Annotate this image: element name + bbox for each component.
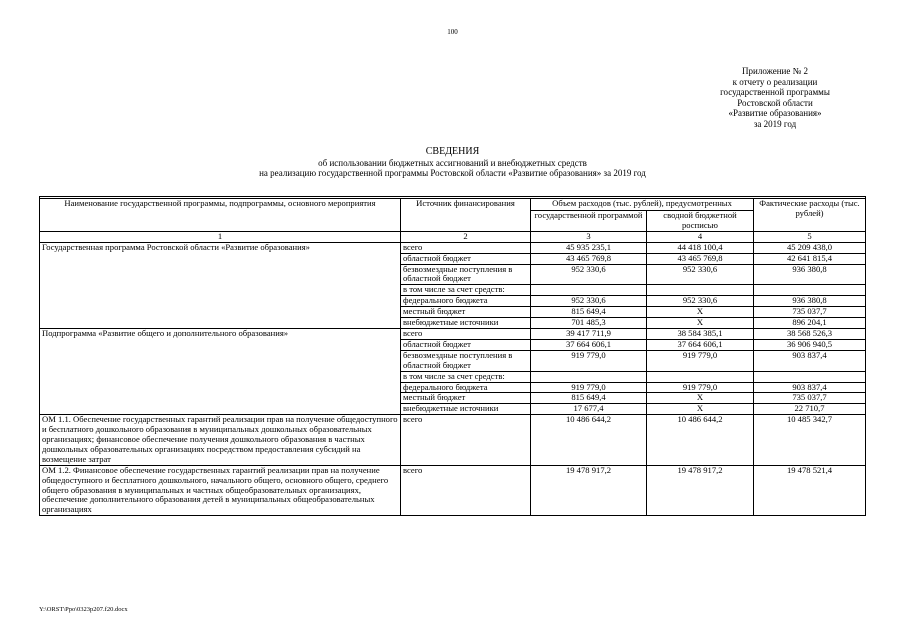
amount-cell: 17 677,4 [531,404,647,415]
amount-cell: 37 664 606,1 [647,339,754,350]
amount-cell [647,371,754,382]
header-budget-list: сводной бюджетной росписью [647,211,754,232]
amount-cell: 43 465 769,8 [647,253,754,264]
header-volume: Объем расходов (тыс. рублей), предусмотренных [531,199,754,211]
amount-cell [531,285,647,296]
row-name-cell: Государственная программа Ростовской области «Развитие образования» [40,242,401,328]
source-cell: безвозмездные поступления в областной бюджет [401,264,531,285]
page-number: 100 [447,28,458,36]
heading-line: на реализацию государственной программы Ростовской области «Развитие образования» за 2019 год [259,168,646,178]
source-cell: федерального бюджета [401,382,531,393]
source-cell: внебюджетные источники [401,318,531,329]
file-path-footer: Y:\ORST\Ppo\0323p207.f20.docx [39,606,128,613]
amount-cell: 43 465 769,8 [531,253,647,264]
appendix-line: «Развитие образования» [728,108,822,118]
appendix-block [690,66,860,129]
appendix-line: государственной программы [720,87,830,97]
header-name: Наименование государственной программы, подпрограммы, основного мероприятия [40,199,401,232]
amount-cell: 19 478 521,4 [754,465,866,516]
amount-cell: 39 417 711,9 [531,328,647,339]
amount-cell: 10 486 644,2 [531,415,647,466]
column-number: 1 [40,231,401,242]
amount-cell: 952 330,6 [531,296,647,307]
amount-cell: 701 485,3 [531,318,647,329]
amount-cell: X [647,318,754,329]
row-name-cell: ОМ 1.1. Обеспечение государственных гарантий реализации прав на получение общедоступного и бесплатного дошкольного образования в муниципальных дошкольных образовательных организациях; финансовое обеспечение получения дошкольного образования в частных дошкольных образовательных организациях посредством предоставления субсидий на возмещение затрат [40,415,401,466]
amount-cell: 22 710,7 [754,404,866,415]
document-heading [100,147,805,179]
amount-cell: 36 906 940,5 [754,339,866,350]
amount-cell [754,371,866,382]
amount-cell: 37 664 606,1 [531,339,647,350]
appendix-line: к отчету о реализации [732,76,818,87]
row-name-cell: ОМ 1.2. Финансовое обеспечение государственных гарантий реализации прав на получение общедоступного и бесплатного дошкольного, начального общего, основного общего, среднего общего образования в муниципальных и частных общеобразовательных организациях, обеспечение дополнительного образования детей в муниципальных общеобразовательных организациях [40,465,401,516]
column-number: 2 [401,231,531,242]
table-row [40,242,866,253]
appendix-line: Приложение № 2 [742,66,808,76]
appendix-line: за 2019 год [753,118,797,129]
column-number: 4 [647,231,754,242]
appendix-line: Ростовской области [737,97,813,108]
amount-cell [531,371,647,382]
source-cell: всего [401,328,531,339]
amount-cell: 936 380,8 [754,296,866,307]
amount-cell: 919 779,0 [647,350,754,371]
amount-cell: X [647,393,754,404]
header-state-program: государственной программой [531,211,647,232]
source-cell: областной бюджет [401,339,531,350]
document-title: СВЕДЕНИЯ [425,146,480,157]
source-cell: внебюджетные источники [401,404,531,415]
amount-cell: 903 837,4 [754,382,866,393]
amount-cell: 936 380,8 [754,264,866,285]
table-row [40,415,866,466]
amount-cell: 38 584 385,1 [647,328,754,339]
amount-cell: 735 037,7 [754,307,866,318]
amount-cell: 919 779,0 [531,382,647,393]
source-cell: всего [401,465,531,516]
header-actual: Фактические расходы (тыс. рублей) [754,199,866,232]
amount-cell: 19 478 917,2 [531,465,647,516]
amount-cell: 952 330,6 [647,264,754,285]
source-cell: местный бюджет [401,307,531,318]
amount-cell: 919 779,0 [647,382,754,393]
amount-cell [647,285,754,296]
amount-cell: 10 486 644,2 [647,415,754,466]
amount-cell: X [647,307,754,318]
table-body [40,242,866,516]
amount-cell: 919 779,0 [531,350,647,371]
amount-cell: 903 837,4 [754,350,866,371]
amount-cell: 815 649,4 [531,307,647,318]
amount-cell: 815 649,4 [531,393,647,404]
source-cell: в том числе за счет средств: [401,285,531,296]
amount-cell: 45 209 438,0 [754,242,866,253]
amount-cell: 952 330,6 [531,264,647,285]
amount-cell: 44 418 100,4 [647,242,754,253]
amount-cell [754,285,866,296]
amount-cell: 10 485 342,7 [754,415,866,466]
row-name-cell: Подпрограмма «Развитие общего и дополнительного образования» [40,328,401,414]
header-source: Источник финансирования [401,199,531,232]
source-cell: федерального бюджета [401,296,531,307]
amount-cell: 952 330,6 [647,296,754,307]
expenditure-table [39,196,866,516]
source-cell: областной бюджет [401,253,531,264]
source-cell: безвозмездные поступления в областной бюджет [401,350,531,371]
table-row [40,328,866,339]
table-row [40,465,866,516]
column-number: 5 [754,231,866,242]
amount-cell: 735 037,7 [754,393,866,404]
source-cell: всего [401,242,531,253]
amount-cell: 38 568 526,3 [754,328,866,339]
amount-cell: 19 478 917,2 [647,465,754,516]
column-number: 3 [531,231,647,242]
amount-cell: 45 935 235,1 [531,242,647,253]
source-cell: в том числе за счет средств: [401,371,531,382]
amount-cell: 896 204,1 [754,318,866,329]
source-cell: всего [401,415,531,466]
amount-cell: X [647,404,754,415]
amount-cell: 42 641 815,4 [754,253,866,264]
source-cell: местный бюджет [401,393,531,404]
heading-line: об использовании бюджетных ассигнований и внебюджетных средств [318,157,587,168]
